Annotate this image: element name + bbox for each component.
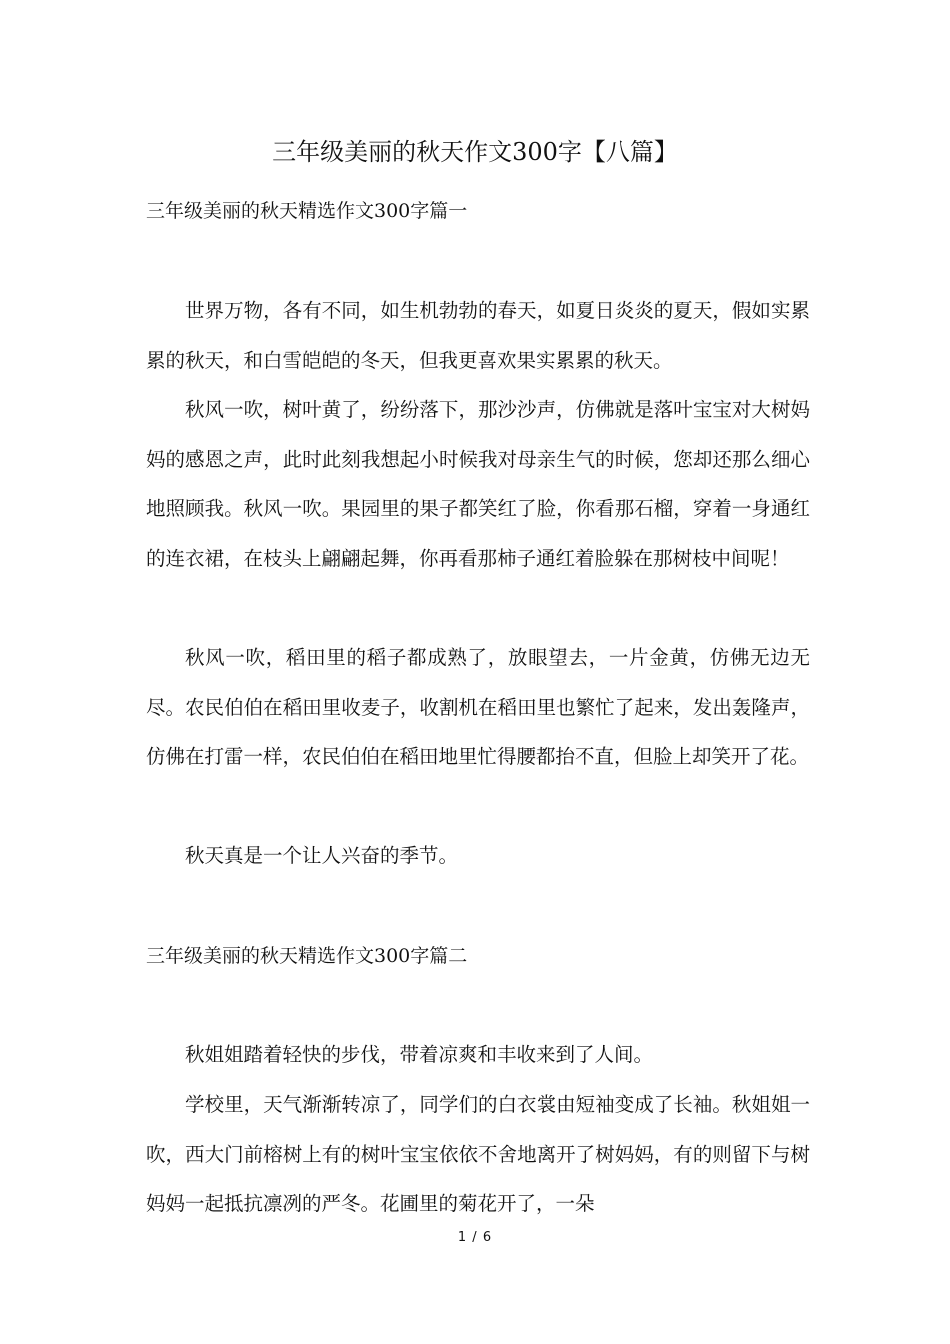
section-heading-1: 三年级美丽的秋天精选作文300字篇一 xyxy=(146,200,468,222)
paragraph-2-1: 秋姐姐踏着轻快的步伐，带着凉爽和丰收来到了人间。 xyxy=(185,1043,654,1066)
page-number: 1 / 6 xyxy=(457,1230,493,1245)
paragraph-1-3: 秋风一吹，稻田里的稻子都成熟了，放眼望去，一片金黄，仿佛无边无尽。农民伯伯在稻田里收麦子，收割机在稻田里也繁忙了起来，发出轰隆声，仿佛在打雷一样，农民伯伯在稻田地里忙得腰都抬不直，但脸上却笑开了花。 xyxy=(146,646,810,768)
paragraph-1-1: 世界万物，各有不同，如生机勃勃的春天，如夏日炎炎的夏天，假如实累累的秋天，和白雪皑皑的冬天，但我更喜欢果实累累的秋天。 xyxy=(146,299,810,372)
section-heading-2: 三年级美丽的秋天精选作文300字篇二 xyxy=(146,945,468,967)
paragraph-1-2: 秋风一吹，树叶黄了，纷纷落下，那沙沙声，仿佛就是落叶宝宝对大树妈妈的感恩之声，此时此刻我想起小时候我对母亲生气的时候，您却还那么细心地照顾我。秋风一吹。果园里的果子都笑红了脸，你看那石榴，穿着一身通红的连衣裙，在枝头上翩翩起舞，你再看那柿子通红着脸躲在那树枝中间呢！ xyxy=(146,398,810,570)
paragraph-2-2: 学校里，天气渐渐转凉了，同学们的白衣裳由短袖变成了长袖。秋姐姐一吹，西大门前榕树上有的树叶宝宝依依不舍地离开了树妈妈，有的则留下与树妈妈一起抵抗凛冽的严冬。花圃里的菊花开了，一朵 xyxy=(146,1093,810,1215)
document-title: 三年级美丽的秋天作文300字【八篇】 xyxy=(272,138,678,166)
paragraph-1-4: 秋天真是一个让人兴奋的季节。 xyxy=(185,844,459,867)
